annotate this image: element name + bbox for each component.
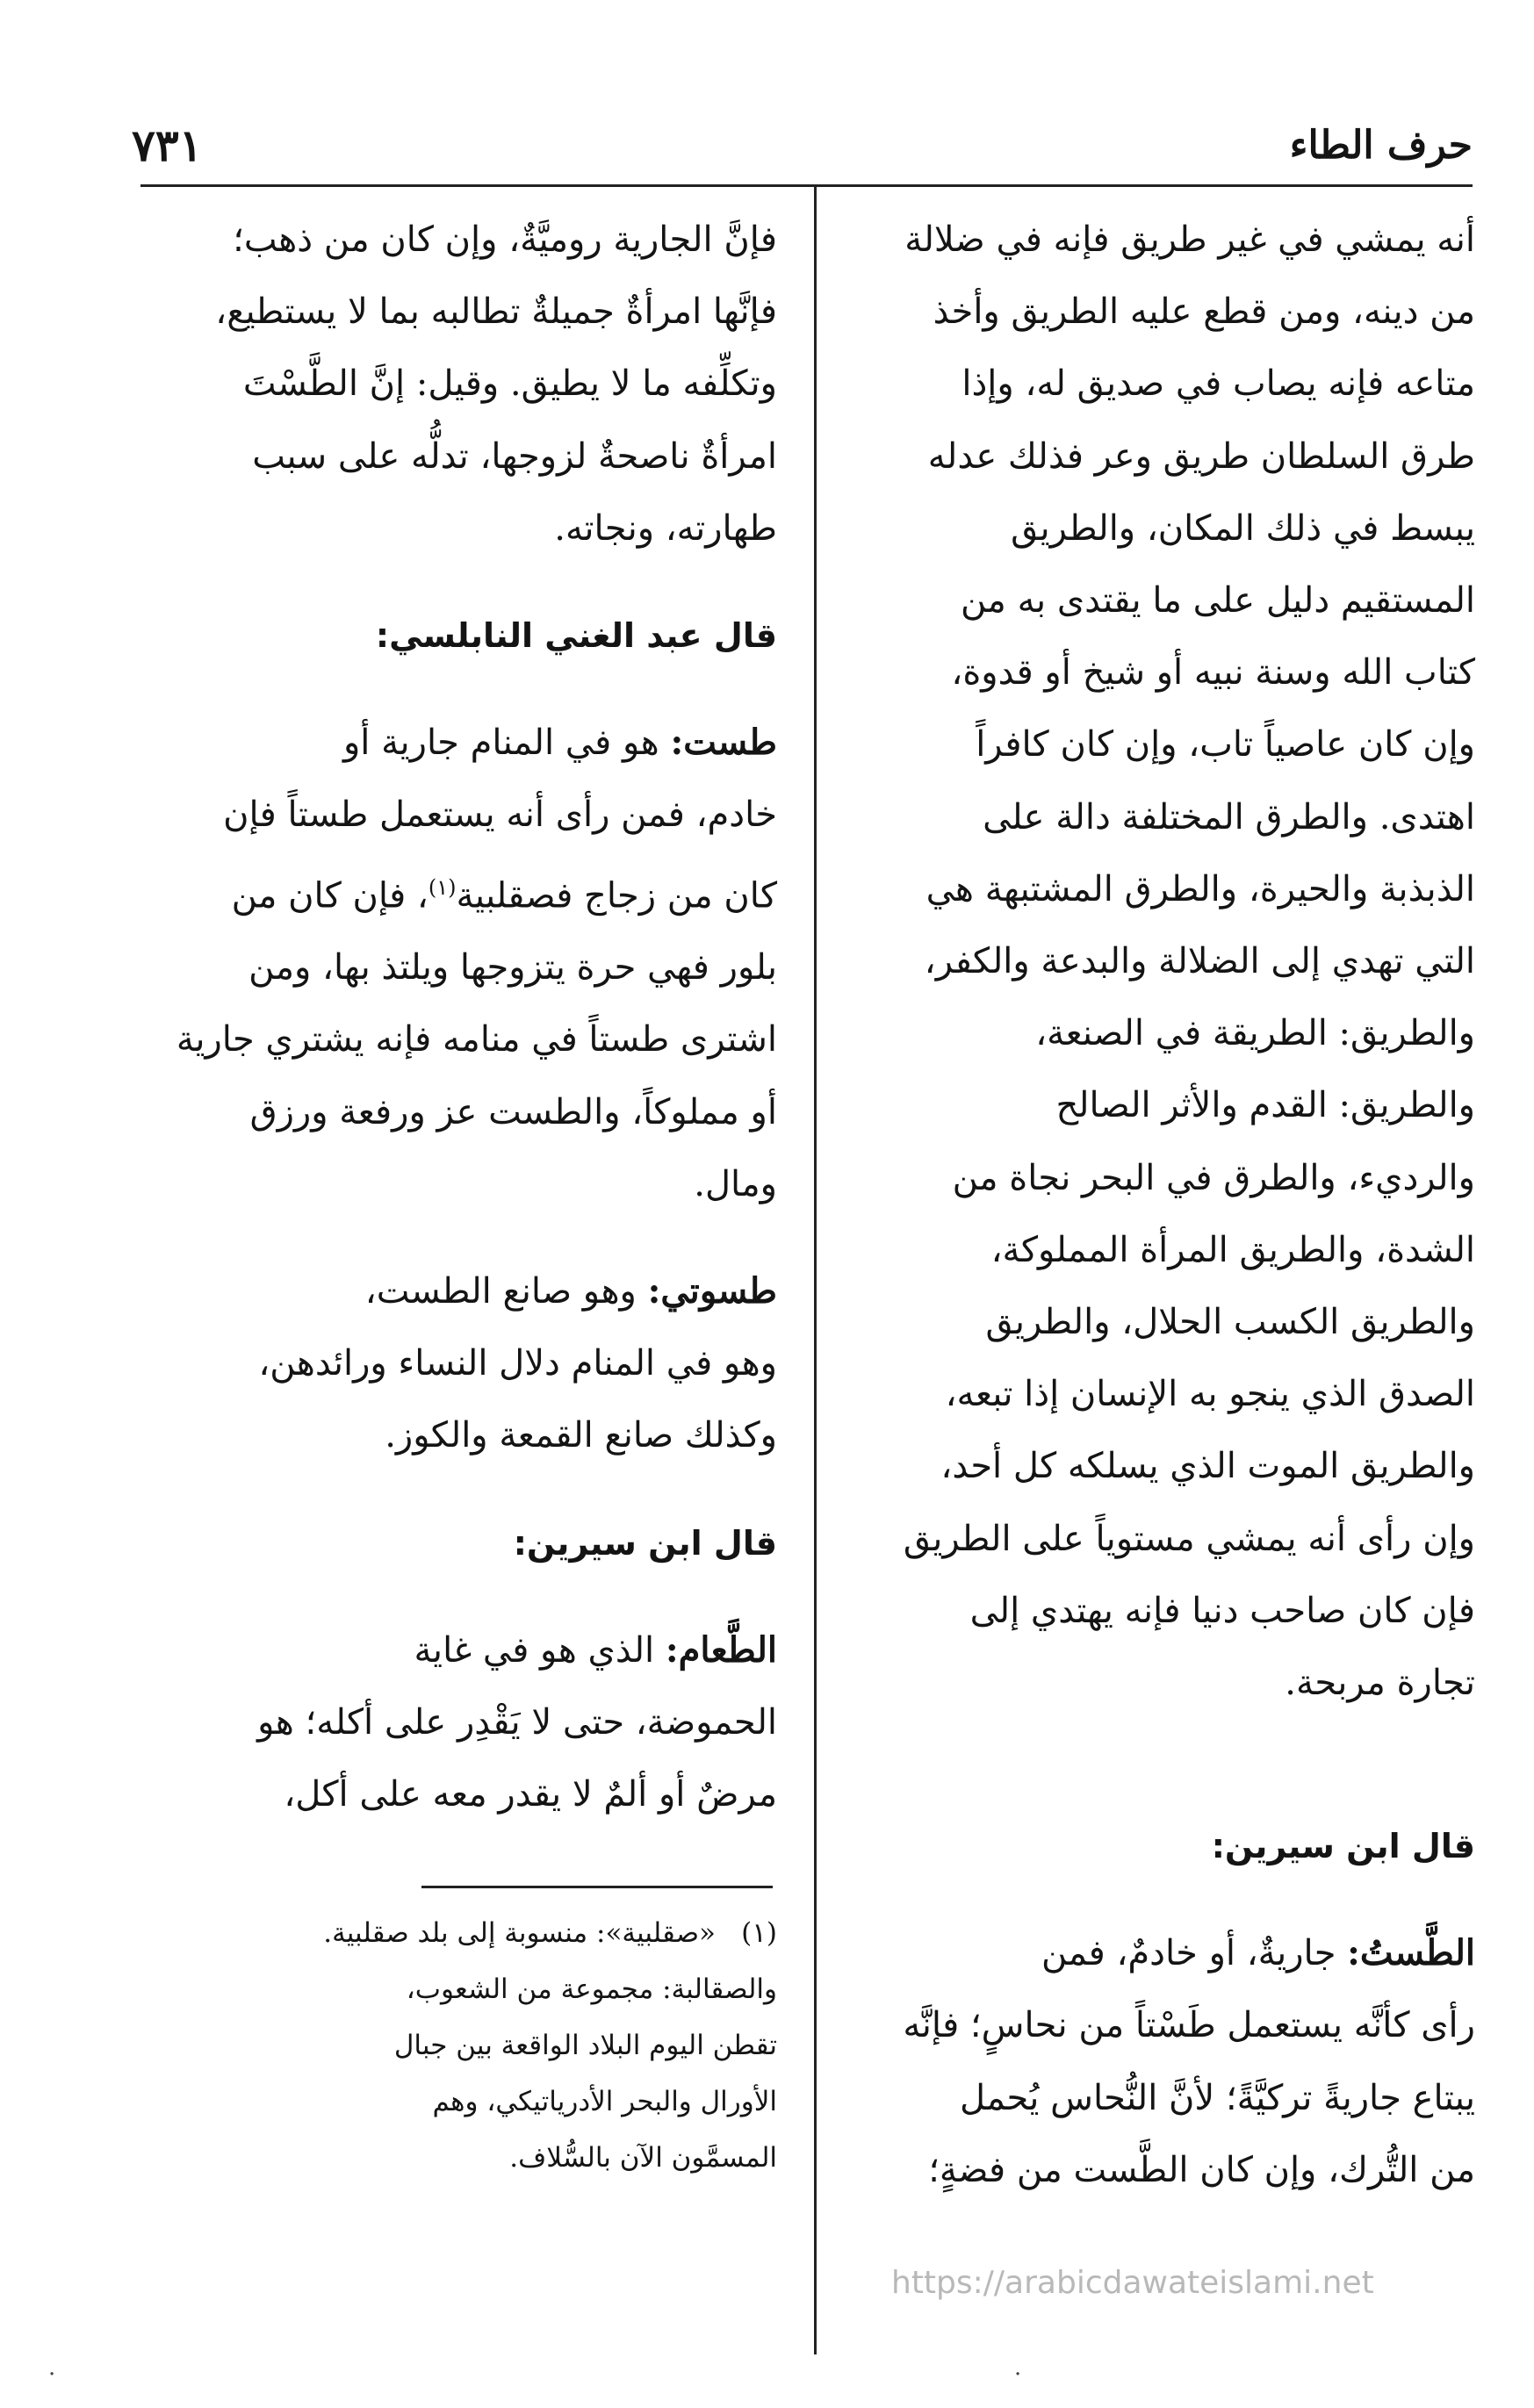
text-line: كتاب الله وسنة نبيه أو شيخ أو قدوة، <box>951 652 1475 694</box>
spacer <box>839 1882 1475 1917</box>
text-line: فإنَّها امرأةٌ جميلةٌ تطالبه بما لا يستطيع، <box>215 291 777 333</box>
spacer <box>154 1579 777 1614</box>
chapter-title: حرف الطاء <box>1289 122 1473 168</box>
text-line: الحموضة، حتى لا يَقْدِر على أكله؛ هو <box>257 1701 777 1743</box>
text-line: وإن كان عاصياً تاب، وإن كان كافراً <box>976 724 1475 766</box>
text-line: يبتاع جاريةً تركيَّةً؛ لأنَّ النُّحاس يُحمل <box>960 2077 1475 2118</box>
page-header <box>132 114 1473 176</box>
text-line: الذبذبة والحيرة، والطرق المشتبهة هي <box>925 868 1475 909</box>
section-heading-ibn-sirin: قال ابن سيرين: <box>513 1523 777 1563</box>
text-line: من التُّرك، وإن كان الطَّست من فضةٍ؛ <box>928 2149 1475 2190</box>
text-line: ومال. <box>694 1163 777 1204</box>
entry-text: وهو صانع الطست، <box>364 1270 637 1312</box>
right-column-continued <box>839 1810 1475 2206</box>
text-line: متاعه فإنه يصاب في صديق له، وإذا <box>961 363 1475 405</box>
scan-speck: · <box>48 2361 56 2388</box>
text-line: خادم، فمن رأى أنه يستعمل طستاً فإن <box>223 794 777 836</box>
text-line: من دينه، ومن قطع عليه الطريق وأخذ <box>933 291 1475 333</box>
text-line: بلور فهي حرة يتزوجها ويلتذ بها، ومن <box>248 947 777 988</box>
text-line: والطريق الكسب الحلال، والطريق <box>985 1302 1475 1343</box>
entry-text: الذي هو في غاية <box>414 1629 655 1671</box>
footnotes <box>154 1905 777 2186</box>
watermark-url: https://arabicdawateislami.net <box>891 2265 1374 2301</box>
scan-speck: · <box>1014 2361 1022 2388</box>
entry-term: طست: <box>670 722 777 764</box>
entry-text: هو في المنام جارية أو <box>342 722 659 764</box>
footnote-number: (١) <box>741 1917 777 1949</box>
text-line: وإن رأى أنه يمشي مستوياً على الطريق <box>903 1518 1475 1559</box>
text-line: والطريق: الطريقة في الصنعة، <box>1035 1013 1475 1054</box>
text-line: مرضٌ أو ألمٌ لا يقدر معه على أكل، <box>284 1774 777 1815</box>
text-line: الشدة، والطريق المرأة المملوكة، <box>990 1229 1475 1270</box>
footnote-rule <box>421 1886 773 1888</box>
footnote-line: والصقالبة: مجموعة من الشعوب، <box>406 1973 777 2005</box>
text-line: طهارته، ونجاته. <box>554 507 777 549</box>
section-heading-ibn-sirin: قال ابن سيرين: <box>1211 1827 1475 1865</box>
text-line: فإن كان صاحب دنيا فإنه يهتدي إلى <box>969 1590 1475 1631</box>
text-line: امرأةٌ ناصحةٌ لزوجها، تدلُّه على سبب <box>252 435 777 477</box>
header-rule <box>140 184 1473 187</box>
text-line: يبسط في ذلك المكان، والطريق <box>1011 507 1475 549</box>
column-divider <box>814 186 817 2354</box>
text-line: وهو في المنام دلال النساء ورائدهن، <box>258 1343 777 1384</box>
entry-term: الطَّستُ: <box>1347 1932 1475 1974</box>
section-heading-nabulsi: قال عبد الغني النابلسي: <box>375 616 777 656</box>
text-line: وتكلِّفه ما لا يطيق. وقيل: إنَّ الطَّسْتَ <box>242 363 777 405</box>
footnote-line: تقطن اليوم البلاد الواقعة بين جبال <box>393 2030 777 2061</box>
left-column <box>154 204 777 1830</box>
entry-text: جاريةٌ، أو خادمٌ، فمن <box>1041 1933 1336 1974</box>
text-line: والرديء، والطرق في البحر نجاة من <box>952 1157 1475 1198</box>
entry-tasuti <box>154 1255 777 1327</box>
spacer <box>154 1472 777 1507</box>
page-number: ٧٣١ <box>132 119 203 171</box>
entry-term: الطَّعام: <box>665 1628 777 1671</box>
text-line: اشترى طستاً في منامه فإنه يشتري جارية <box>176 1019 777 1060</box>
text-line: والطريق: القدم والأثر الصالح <box>1055 1085 1475 1126</box>
text-line: التي تهدي إلى الضلالة والبدعة والكفر، <box>924 941 1475 982</box>
entry-tast <box>154 707 777 779</box>
text-line: وكذلك صانع القمعة والكوز. <box>385 1415 777 1456</box>
entry-tast <box>839 1917 1475 1989</box>
text-line <box>154 852 777 932</box>
footnote-line <box>154 1905 777 1961</box>
spacer <box>154 672 777 707</box>
text-line: فإنَّ الجارية روميَّةٌ، وإن كان من ذهب؛ <box>233 219 777 260</box>
footnote-ref: (١) <box>428 874 457 900</box>
text-line: المستقيم دليل على ما يقتدى به من <box>960 580 1475 622</box>
right-column <box>839 204 1475 1719</box>
footnote-line: الأورال والبحر الأدرياتيكي، وهم <box>432 2086 777 2117</box>
text-line: رأى كأنَّه يستعمل طَسْتاً من نحاسٍ؛ فإنَّه <box>903 2005 1475 2046</box>
text-fragment: كان من زجاج فصقلبية <box>456 874 777 916</box>
text-line: الصدق الذي ينجو به الإنسان إذا تبعه، <box>945 1374 1475 1415</box>
footnote-line: المسمَّون الآن بالسُّلاف. <box>509 2142 777 2174</box>
text-line: أو مملوكاً، والطست عز ورفعة ورزق <box>249 1091 777 1132</box>
entry-taam <box>154 1614 777 1686</box>
spacer <box>154 564 777 600</box>
text-line: تجارة مربحة. <box>1285 1663 1475 1704</box>
spacer <box>154 1220 777 1255</box>
footnote-text: «صقلبية»: منسوبة إلى بلد صقلبية. <box>323 1917 716 1949</box>
text-line: اهتدى. والطرق المختلفة دالة على <box>983 796 1475 837</box>
text-line: طرق السلطان طريق وعر فذلك عدله <box>927 435 1475 477</box>
entry-term: طسوتي: <box>647 1269 777 1312</box>
text-line: أنه يمشي في غير طريق فإنه في ضلالة <box>904 219 1475 260</box>
text-line: والطريق الموت الذي يسلكه كل أحد، <box>940 1446 1475 1487</box>
text-fragment: ، فإن كان من <box>231 874 429 916</box>
